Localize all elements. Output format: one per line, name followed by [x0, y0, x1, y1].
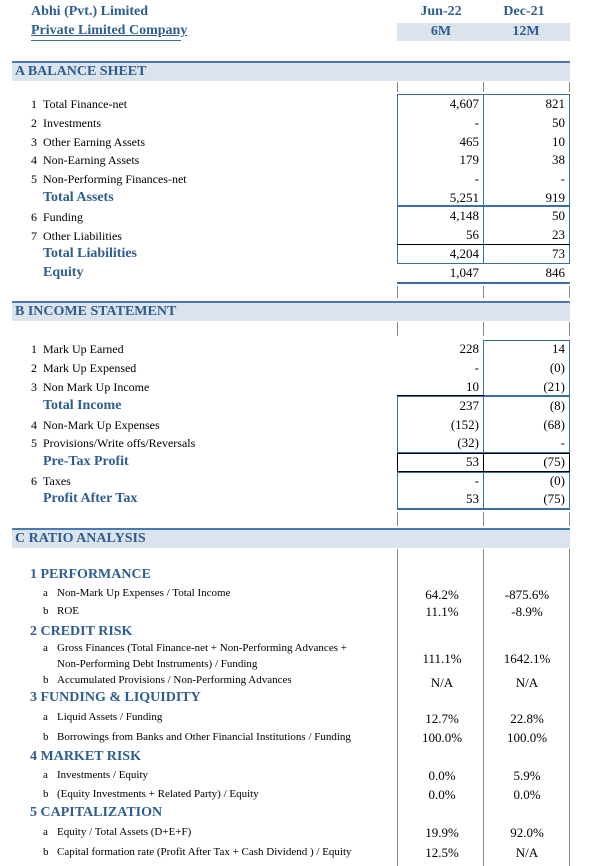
ratio-text: Equity / Total Assets (D+E+F) — [57, 826, 192, 838]
equity-line — [397, 282, 570, 284]
row-value-dec21: 14 — [552, 341, 565, 356]
row-number: 6 — [31, 210, 37, 224]
row-number: 6 — [31, 474, 37, 488]
row-value-dec21: 23 — [552, 227, 565, 242]
ratio-text: Liquid Assets / Funding — [57, 711, 163, 723]
ratio-letter: a — [43, 826, 48, 838]
ratio-text: (Equity Investments + Related Party) / Equity — [57, 788, 259, 800]
row-number: 5 — [31, 436, 37, 450]
row-value-dec21: (21) — [543, 379, 565, 394]
row-value-jun22: (152) — [450, 417, 479, 432]
row-number: 4 — [31, 153, 37, 167]
row-label: Taxes — [43, 474, 71, 488]
grid-line — [397, 549, 398, 866]
grid-line — [483, 512, 484, 526]
row-label: Non-Performing Finances-net — [43, 172, 187, 186]
ratio-value-jun22: 11.1% — [425, 604, 459, 619]
row-label: Provisions/Write offs/Reversals — [43, 436, 196, 450]
grid-line — [397, 512, 398, 526]
section-header-balance-sheet: A BALANCE SHEET — [12, 61, 570, 81]
row-number: 7 — [31, 229, 37, 243]
ratio-label — [43, 826, 191, 838]
row-value-dec21: 50 — [552, 115, 565, 130]
ratio-letter: a — [43, 769, 48, 781]
row-value-jun22: 465 — [459, 134, 479, 149]
row-number: 5 — [31, 172, 37, 186]
row-label: Mark Up Expensed — [43, 361, 137, 375]
ratio-text: Borrowings from Banks and Other Financial Institutions / Funding — [57, 731, 351, 743]
row-value-dec21: (0) — [549, 473, 565, 488]
ratio-label — [43, 711, 162, 723]
grid-line — [569, 322, 570, 336]
row-number: 1 — [31, 97, 37, 111]
row-number: 3 — [31, 380, 37, 394]
ratio-value-jun22: 12.7% — [425, 711, 459, 726]
ratio-letter: a — [43, 642, 48, 654]
column-period-6m: 6M — [397, 23, 485, 41]
row-label: Non Mark Up Income — [43, 380, 150, 394]
ratio-text: Gross Finances (Total Finance-net + Non-Performing Advances + — [57, 642, 347, 654]
category-credit-risk: 2 CREDIT RISK — [30, 624, 133, 639]
total-assets-label: Total Assets — [43, 190, 114, 205]
ratio-label — [43, 605, 79, 617]
ratio-value-jun22: 0.0% — [428, 787, 456, 802]
ratio-text: ROE — [57, 605, 79, 617]
ratio-value-dec21: 92.0% — [510, 825, 544, 840]
row-value-dec21: 38 — [552, 152, 565, 167]
equity-label: Equity — [43, 265, 84, 280]
grid-line — [569, 286, 570, 298]
row-value-jun22: - — [474, 115, 479, 130]
ratio-value-dec21: -8.9% — [511, 604, 543, 619]
row-label: Other Earning Assets — [43, 135, 145, 149]
row-value-jun22: - — [474, 360, 479, 375]
row-value-jun22: 4,148 — [449, 208, 479, 223]
row-number: 1 — [31, 342, 37, 356]
column-period-12m: 12M — [482, 23, 570, 41]
row-value-dec21: (75) — [543, 491, 565, 506]
section-header-income-statement: B INCOME STATEMENT — [12, 301, 570, 321]
row-value-jun22: 228 — [459, 341, 479, 356]
ratio-letter: b — [43, 731, 49, 743]
row-value-dec21: 73 — [552, 246, 565, 261]
row-number: 2 — [31, 116, 37, 130]
row-value-jun22: 53 — [466, 491, 479, 506]
row-value-jun22: 53 — [466, 454, 479, 469]
grid-line — [569, 82, 570, 92]
grid-line — [397, 322, 398, 336]
row-value-jun22: (32) — [457, 435, 479, 450]
total-liabilities-label: Total Liabilities — [43, 246, 138, 261]
column-header-jun22: Jun-22 — [420, 4, 462, 19]
pre-tax-profit-label: Pre-Tax Profit — [43, 454, 129, 469]
ratio-label — [43, 846, 352, 858]
ratio-value-jun22: 0.0% — [428, 768, 456, 783]
ratio-value-jun22: 111.1% — [422, 651, 462, 666]
company-type: Private Limited Company — [31, 23, 188, 38]
row-value-jun22: 237 — [459, 398, 479, 413]
pat-line — [397, 508, 570, 510]
row-value-dec21: (8) — [549, 398, 565, 413]
ratio-letter: b — [43, 605, 49, 617]
ratio-text: Non-Mark Up Expenses / Total Income — [57, 587, 231, 599]
row-value-jun22: - — [474, 171, 479, 186]
ratio-label — [43, 674, 292, 686]
ratio-letter: a — [43, 587, 48, 599]
row-value-jun22: 56 — [466, 227, 479, 242]
profit-after-tax-label: Profit After Tax — [43, 491, 138, 506]
category-performance: 1 PERFORMANCE — [30, 567, 151, 582]
total-liabilities-line — [397, 244, 570, 245]
row-value-jun22: 4,204 — [449, 246, 479, 261]
row-value-dec21: 846 — [545, 265, 565, 280]
row-value-jun22: 1,047 — [449, 265, 479, 280]
row-value-dec21: - — [560, 171, 565, 186]
category-funding-liquidity: 3 FUNDING & LIQUIDITY — [30, 690, 201, 705]
grid-line — [397, 286, 398, 298]
row-label: Investments — [43, 116, 101, 130]
row-value-dec21: 50 — [552, 208, 565, 223]
ratio-value-jun22: N/A — [430, 675, 454, 690]
row-value-jun22: 5,251 — [449, 190, 479, 205]
ratio-value-jun22: 100.0% — [421, 730, 463, 745]
column-header-dec21: Dec-21 — [503, 4, 545, 19]
row-label: Non-Mark Up Expenses — [43, 418, 160, 432]
grid-line — [483, 82, 484, 92]
row-value-dec21: 919 — [545, 190, 565, 205]
ratio-letter: a — [43, 711, 48, 723]
ratio-label — [43, 587, 230, 599]
ratio-value-dec21: 0.0% — [513, 787, 541, 802]
row-label: Funding — [43, 210, 84, 224]
ratio-text: Capital formation rate (Profit After Tax + Cash Dividend ) / Equity — [57, 846, 352, 858]
grid-line — [483, 286, 484, 298]
row-value-dec21: 821 — [545, 96, 565, 111]
ratio-text: Accumulated Provisions / Non-Performing Advances — [57, 674, 292, 686]
total-income-label: Total Income — [43, 398, 122, 413]
ratio-letter: b — [43, 788, 49, 800]
row-number: 3 — [31, 135, 37, 149]
row-label: Non-Earning Assets — [43, 153, 140, 167]
ratio-value-jun22: 19.9% — [425, 825, 459, 840]
ratio-letter: b — [43, 846, 49, 858]
row-number: 2 — [31, 361, 37, 375]
row-label: Total Finance-net — [43, 97, 128, 111]
category-capitalization: 5 CAPITALIZATION — [30, 805, 163, 820]
row-value-jun22: - — [474, 473, 479, 488]
row-value-jun22: 10 — [466, 379, 479, 394]
grid-line — [569, 549, 570, 866]
ratio-text: Investments / Equity — [57, 769, 149, 781]
row-number: 4 — [31, 418, 37, 432]
ratio-value-dec21: 5.9% — [513, 768, 541, 783]
header-underline — [31, 40, 181, 41]
ratio-label — [43, 731, 351, 743]
ratio-label — [43, 642, 347, 654]
ratio-letter: b — [43, 674, 49, 686]
row-value-jun22: 4,607 — [449, 96, 479, 111]
ratio-label-continued: Non-Performing Debt Instruments) / Funding — [57, 658, 258, 670]
section-header-ratio-analysis: C RATIO ANALYSIS — [12, 528, 570, 548]
ratio-value-dec21: 22.8% — [510, 711, 544, 726]
grid-line — [397, 82, 398, 92]
row-value-dec21: (75) — [543, 454, 565, 469]
ratio-value-dec21: N/A — [515, 845, 539, 860]
row-value-dec21: (0) — [549, 360, 565, 375]
ratio-label — [43, 769, 148, 781]
grid-line — [569, 512, 570, 526]
ratio-label — [43, 788, 259, 800]
row-label: Other Liabilities — [43, 229, 122, 243]
ratio-value-dec21: 1642.1% — [503, 651, 551, 666]
grid-line — [483, 322, 484, 336]
company-name: Abhi (Pvt.) Limited — [31, 4, 149, 19]
row-value-dec21: (68) — [543, 417, 565, 432]
row-label: Mark Up Earned — [43, 342, 124, 356]
row-value-dec21: 10 — [552, 134, 565, 149]
ratio-value-dec21: 100.0% — [506, 730, 548, 745]
row-value-jun22: 179 — [459, 152, 479, 167]
ratio-value-dec21: -875.6% — [504, 587, 550, 602]
ratio-value-jun22: 12.5% — [425, 845, 459, 860]
category-market-risk: 4 MARKET RISK — [30, 749, 141, 764]
ratio-value-jun22: 64.2% — [425, 587, 459, 602]
ratio-value-dec21: N/A — [515, 675, 539, 690]
row-value-dec21: - — [560, 435, 565, 450]
